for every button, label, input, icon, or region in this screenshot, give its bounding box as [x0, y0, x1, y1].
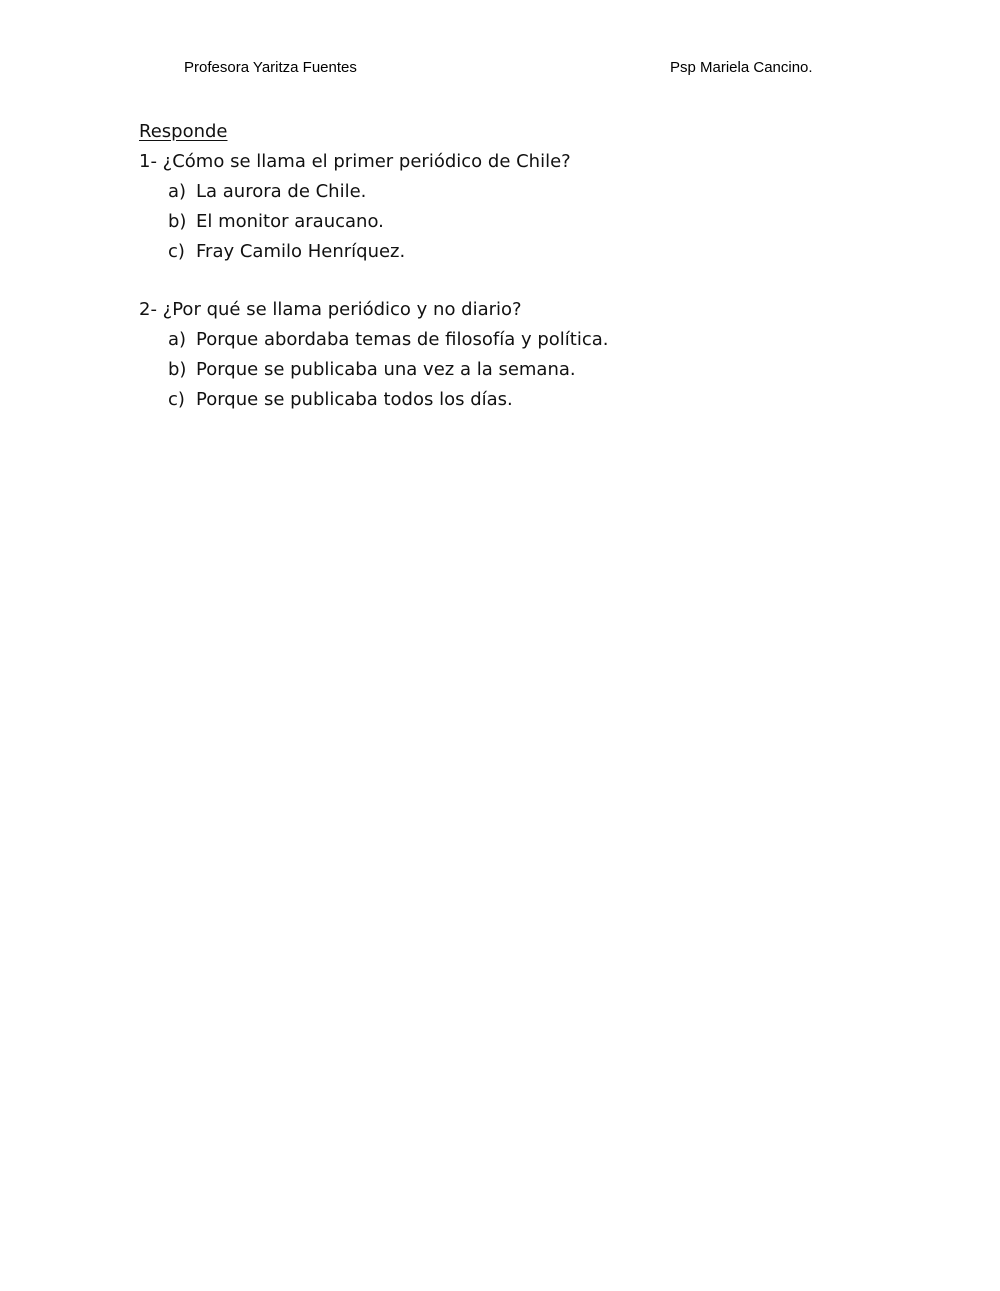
option-text: El monitor araucano.	[196, 211, 384, 232]
question-2-option-b	[139, 355, 609, 385]
header-teacher-name: Profesora Yaritza Fuentes	[184, 59, 357, 76]
option-letter: c)	[168, 389, 185, 410]
question-2-option-a	[139, 325, 609, 355]
worksheet-heading: Responde	[139, 121, 228, 142]
question-1: 1- ¿Cómo se llama el primer periódico de Chile?	[139, 151, 571, 172]
question-2-option-c	[139, 385, 609, 415]
option-text: Porque se publicaba una vez a la semana.	[196, 359, 576, 380]
question-spacer	[139, 267, 609, 295]
question-1-option-a	[139, 177, 609, 207]
option-letter: c)	[168, 241, 185, 262]
question-1-option-c	[139, 237, 609, 267]
option-letter: a)	[168, 181, 187, 202]
option-text: La aurora de Chile.	[196, 181, 367, 202]
option-letter: a)	[168, 329, 187, 350]
worksheet-content	[139, 117, 609, 415]
option-text: Fray Camilo Henríquez.	[196, 241, 406, 262]
option-letter: b)	[168, 211, 187, 232]
question-2: 2- ¿Por qué se llama periódico y no diario?	[139, 299, 522, 320]
option-text: Porque abordaba temas de filosofía y política.	[196, 329, 609, 350]
option-letter: b)	[168, 359, 187, 380]
question-1-option-b	[139, 207, 609, 237]
header-psychopedagogue-name: Psp Mariela Cancino.	[670, 59, 813, 76]
option-text: Porque se publicaba todos los días.	[196, 389, 513, 410]
